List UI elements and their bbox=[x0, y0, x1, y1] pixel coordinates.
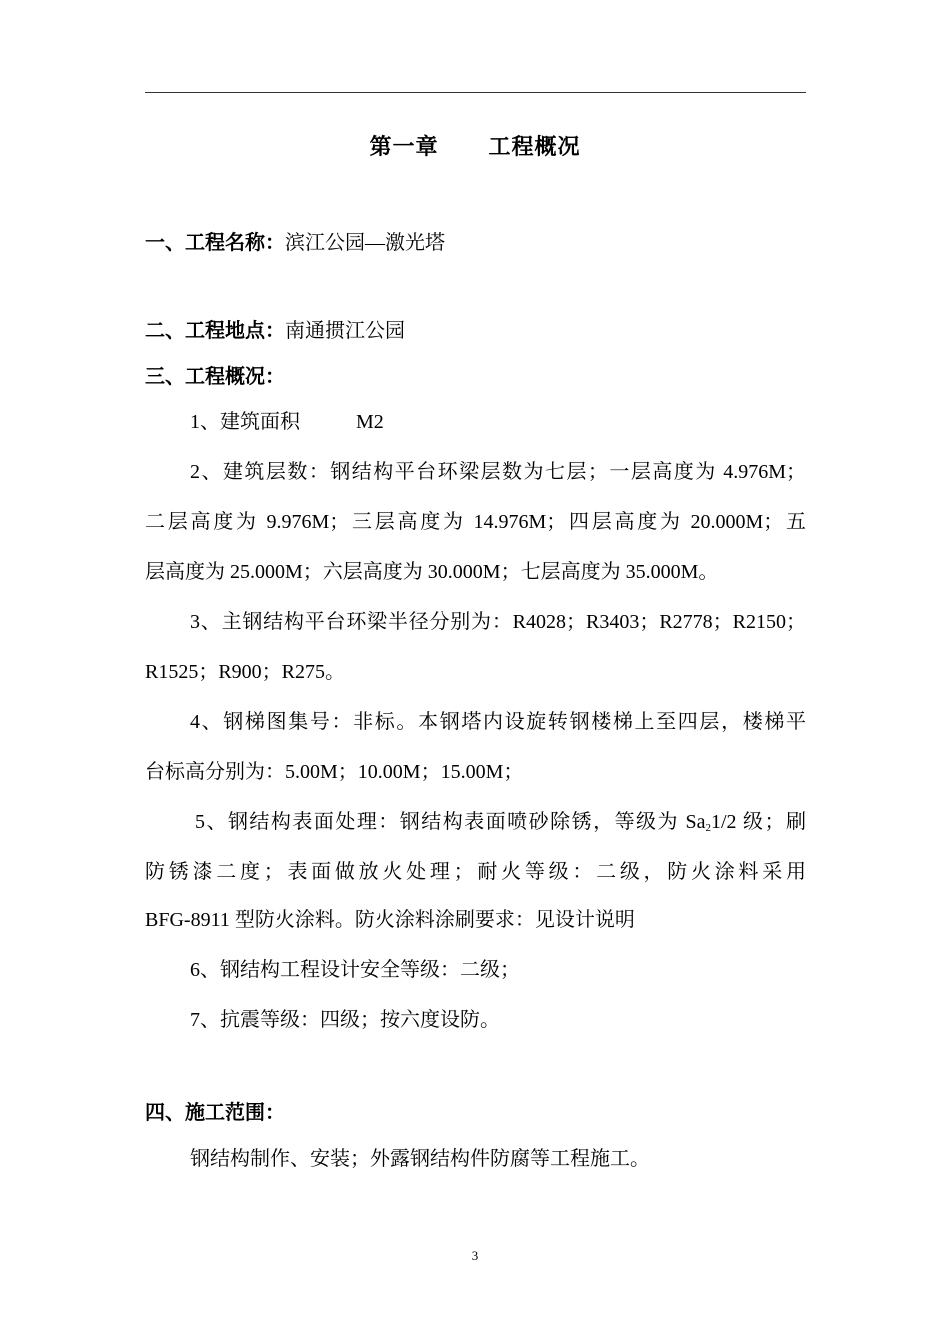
overview-item-5-line-1 bbox=[195, 808, 806, 842]
overview-item-2-line-3: 层高度为 25.000M；六层高度为 30.000M；七层高度为 35.000M。 bbox=[145, 561, 719, 583]
subscript: 2 bbox=[705, 822, 711, 834]
overview-item-4-line-1: 4、钢梯图集号：非标。本钢塔内设旋转钢楼梯上至四层，楼梯平 bbox=[190, 711, 806, 733]
chapter-number: 第一章 bbox=[369, 135, 439, 160]
header-rule bbox=[145, 92, 806, 93]
chapter-title bbox=[0, 130, 950, 161]
overview-item-5-line-2: 防锈漆二度；表面做放火处理；耐火等级：二级，防火涂料采用 bbox=[145, 861, 806, 883]
section-value: 南通掼江公园 bbox=[285, 320, 405, 342]
item-unit: M2 bbox=[356, 411, 384, 433]
chapter-name: 工程概况 bbox=[488, 135, 581, 160]
section-heading: 二、工程地点： bbox=[145, 318, 285, 342]
overview-item-7: 7、抗震等级：四级；按六度设防。 bbox=[190, 1009, 500, 1031]
construction-scope-body: 钢结构制作、安装；外露钢结构件防腐等工程施工。 bbox=[190, 1148, 650, 1170]
page-number: 3 bbox=[471, 1248, 479, 1263]
text-run: 5、钢结构表面处理：钢结构表面喷砂除锈，等级为 Sa bbox=[195, 811, 706, 833]
section-heading: 一、工程名称： bbox=[145, 230, 285, 254]
overview-item-2-line-2: 二层高度为 9.976M；三层高度为 14.976M；四层高度为 20.000M；五 bbox=[145, 511, 806, 533]
overview-item-3-line-1: 3、主钢结构平台环梁半径分别为：R4028；R3403；R2778；R2150； bbox=[190, 611, 806, 633]
overview-item-5-line-3: BFG-8911 型防火涂料。防火涂料涂刷要求：见设计说明 bbox=[145, 909, 635, 931]
text-run: 1/2 级；刷 bbox=[711, 811, 806, 833]
section-value: 滨江公园—激光塔 bbox=[285, 232, 445, 254]
section-construction-scope: 四、施工范围： bbox=[145, 1100, 285, 1124]
overview-item-4-line-2: 台标高分别为：5.00M；10.00M；15.00M； bbox=[145, 761, 524, 783]
section-project-location bbox=[145, 316, 405, 345]
section-project-name bbox=[145, 228, 445, 257]
section-project-overview: 三、工程概况： bbox=[145, 364, 285, 388]
overview-item-6: 6、钢结构工程设计安全等级：二级； bbox=[190, 959, 520, 981]
overview-item-3-line-2: R1525；R900；R275。 bbox=[145, 661, 346, 683]
overview-item-2-line-1: 2、建筑层数：钢结构平台环梁层数为七层；一层高度为 4.976M； bbox=[190, 461, 806, 483]
item-label: 1、建筑面积 bbox=[190, 411, 300, 433]
overview-item-1 bbox=[190, 408, 384, 436]
